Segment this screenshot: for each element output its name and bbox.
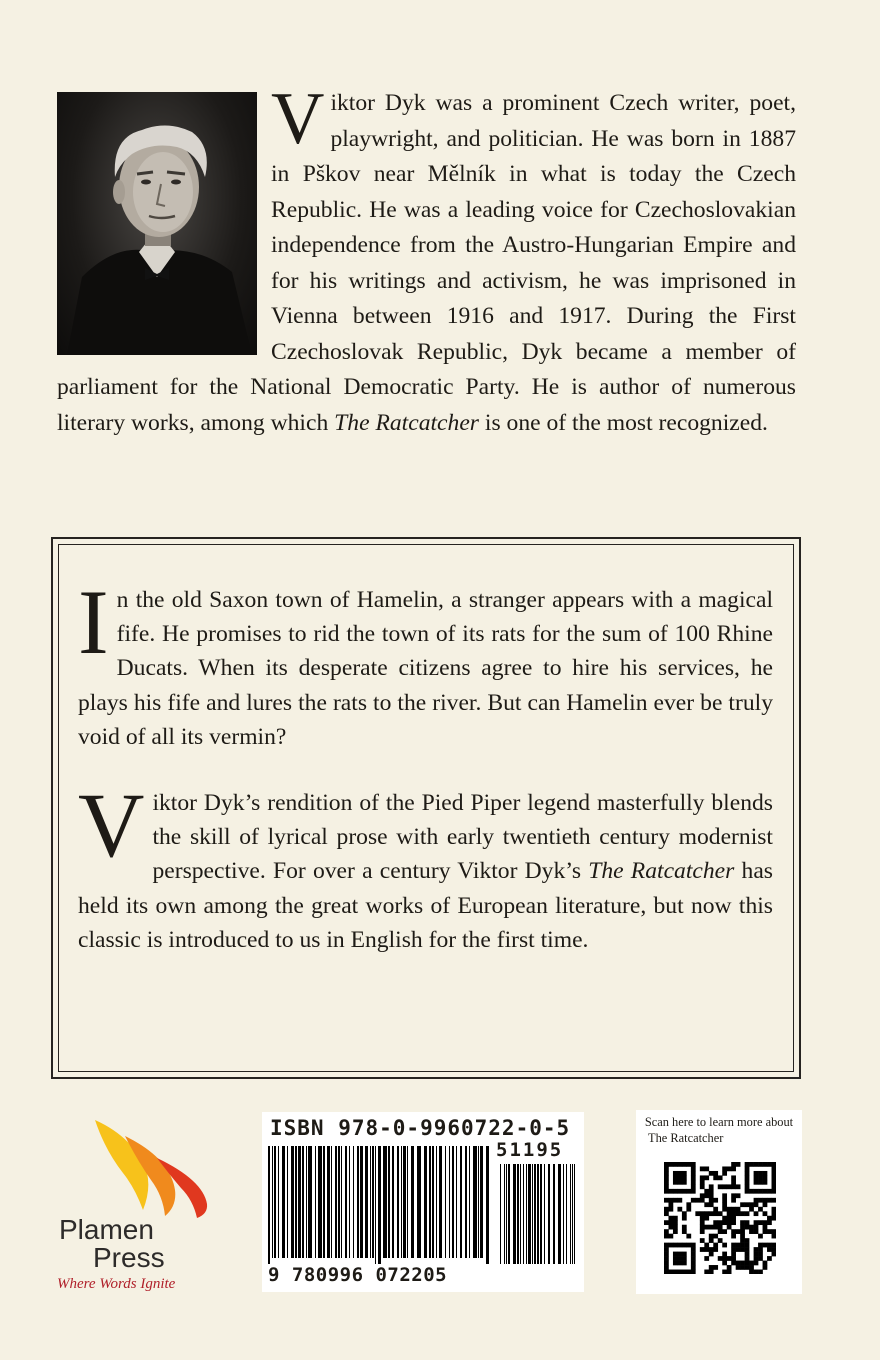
paragraph-2-dropcap: V	[78, 774, 145, 877]
bio-text: iktor Dyk was a prominent Czech writer, poet, playwright, and politician. He was born in 1887 in Pškov near Mělník in what is today the Czech Republic. He was a leading voice for Czechoslovakian independence from the Austro-Hungarian Empire and for his writings and activism, he was imprisoned in Vienna between 1916 and 1917. During the First Czechoslovak Republic, Dyk became a member of parliament for the National Democratic Party. He is author of numerous literary works, among which	[57, 90, 796, 436]
price-code: 51195	[496, 1139, 564, 1161]
author-photo	[57, 92, 257, 355]
publisher-logo	[55, 1118, 225, 1298]
paragraph-2-text: iktor Dyk’s rendition of the Pied Piper legend masterfully blends the skill of lyrical prose with early twentieth century modernist perspective. For over a century Viktor Dyk’s	[152, 790, 773, 885]
qr-code[interactable]	[664, 1162, 776, 1274]
description-paragraph-1	[78, 571, 773, 754]
publisher-name	[59, 1216, 165, 1272]
paragraph-1-text: n the old Saxon town of Hamelin, a stranger appears with a magical fife. He promises to rid the town of its rats for the sum of 100 Rhine Ducats. When its desperate citizens agree to hire his services, he plays his fife and lures the rats to the river. But can Hamelin ever be truly void of all its vermin?	[78, 587, 773, 750]
author-portrait-image	[57, 92, 257, 355]
ean-digits: 9 780996 072205	[268, 1264, 448, 1286]
paragraph-2-book-title: The Ratcatcher	[588, 858, 735, 885]
bio-book-title: The Ratcatcher	[334, 409, 479, 436]
flame-icon	[95, 1118, 215, 1218]
isbn-label: ISBN 978-0-9960722-0-5	[270, 1116, 571, 1140]
publisher-name-line1: Plamen	[59, 1214, 154, 1245]
publisher-name-line2: Press	[93, 1242, 165, 1273]
isbn-barcode	[262, 1112, 584, 1292]
book-description	[78, 571, 773, 957]
paragraph-2-text-end: has held its own among the great works of European literature, but now this classic is introduced to us in English for the first time.	[78, 858, 773, 953]
qr-caption	[636, 1114, 802, 1146]
publisher-tagline: Where Words Ignite	[57, 1276, 176, 1292]
paragraph-1-dropcap: I	[78, 571, 109, 673]
author-bio	[57, 78, 796, 441]
bio-text-end: is one of the most recognized.	[478, 409, 768, 436]
qr-panel	[636, 1110, 802, 1294]
bio-dropcap: V	[271, 78, 325, 160]
qr-caption-line2: The Ratcatcher	[648, 1131, 724, 1145]
description-paragraph-2	[78, 774, 773, 957]
qr-caption-line1: Scan here to learn more about	[644, 1115, 794, 1129]
